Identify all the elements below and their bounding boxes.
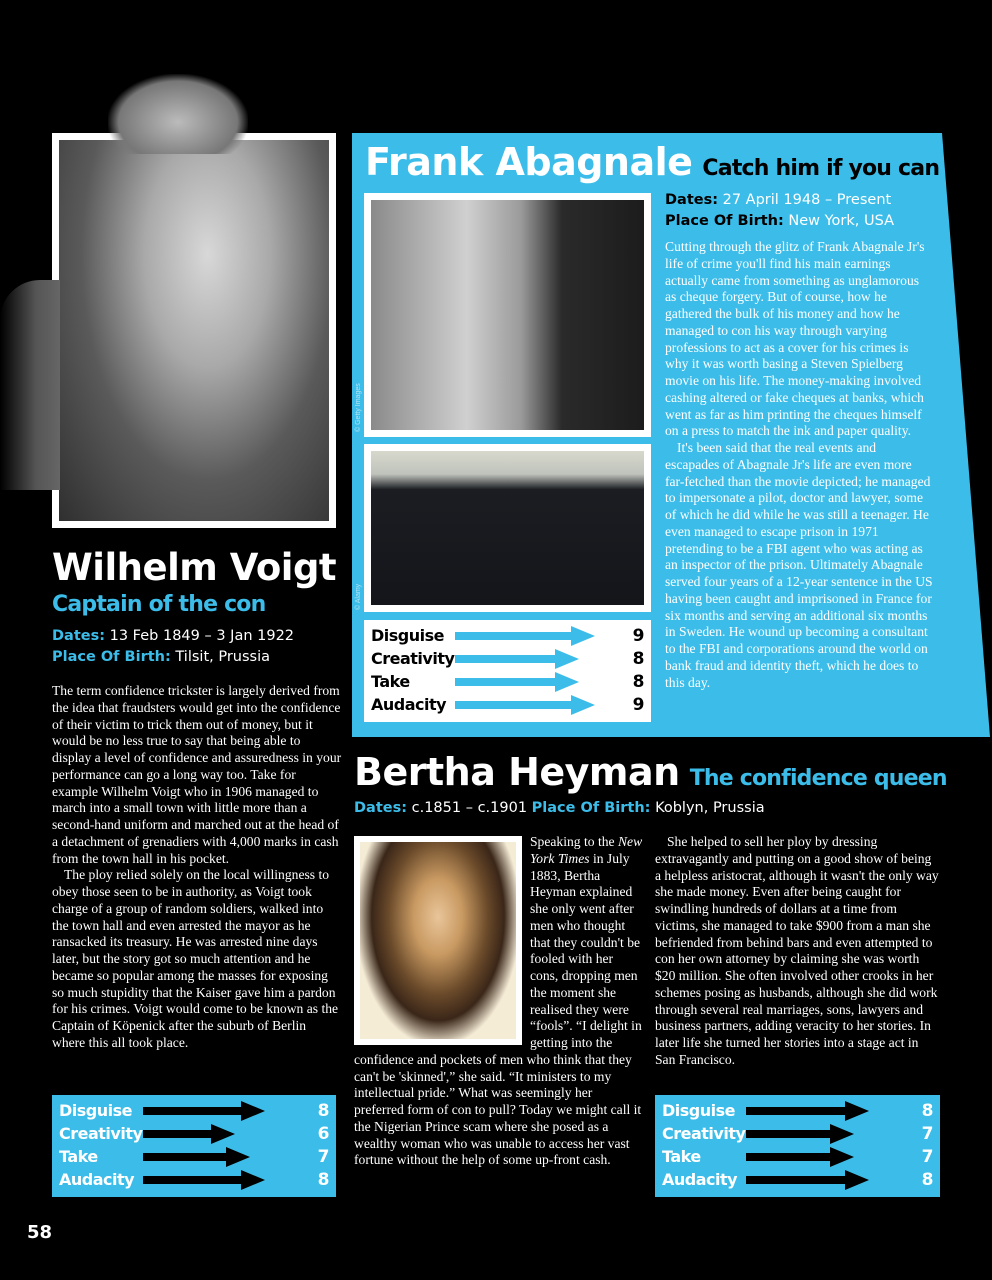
- rating-row-take: [371, 670, 644, 693]
- rating-row-disguise: [662, 1099, 933, 1122]
- rating-arrow-icon: [746, 1124, 854, 1144]
- voigt-body-cutout: [0, 280, 60, 490]
- rating-row-creativity: [371, 647, 644, 670]
- rating-label: Audacity: [59, 1170, 135, 1189]
- heyman-heading: [354, 750, 947, 794]
- rating-track: [746, 1101, 913, 1121]
- heyman-birth: Koblyn, Prussia: [655, 800, 765, 816]
- rating-value: 9: [632, 625, 644, 646]
- rating-track: [143, 1124, 309, 1144]
- rating-track: [746, 1147, 913, 1167]
- intro-text: in July 1883, Bertha Heyman explained she only went after men who thought that they couldn't be fooled with her cons, dropping men the moment she realised they were “fools”. “I delight in getting into the confidence and pockets of men who think that they can't be 'skinned',” she said. “It ministers to my intellectual pride.” What was seemingly her preferred form of con to pull? Today we might call it the Nigerian Prince scam where she posed as a wealthy woman who was unable to access her vast fortune without the help of some up-front cash.: [354, 850, 642, 1168]
- rating-value: 8: [921, 1169, 933, 1190]
- heyman-dates: c.1851 – c.1901: [411, 800, 528, 816]
- rating-arrow-icon: [143, 1170, 265, 1190]
- rating-value: 8: [317, 1100, 329, 1121]
- rating-label: Take: [59, 1147, 98, 1166]
- rating-row-disguise: [59, 1099, 329, 1122]
- rating-track: [455, 672, 624, 692]
- rating-arrow-icon: [455, 649, 579, 669]
- rating-label: Disguise: [59, 1101, 132, 1120]
- rating-track: [455, 695, 624, 715]
- voigt-photo: [59, 140, 329, 521]
- birth-label: Place Of Birth:: [665, 213, 784, 229]
- rating-arrow-icon: [455, 695, 595, 715]
- intro-text: Speaking to the: [530, 834, 618, 849]
- rating-track: [143, 1101, 309, 1121]
- paragraph: The ploy relied solely on the local willingness to obey those seen to be in authority, as Voigt took charge of a group of random soldiers, walked into the town hall and even arrested the mayor as he ransacked its treasury. He was arrested nine days later, but the story got so much attention and he became so popular among the masses for exposing so much stupidity that the Kaiser gave him a pardon for his crimes. Voigt would come to be known as the Captain of Köpenick after the suburb of Berlin where this all took place.: [52, 867, 339, 1050]
- voigt-name: Wilhelm Voigt: [52, 546, 337, 589]
- rating-arrow-icon: [455, 672, 579, 692]
- abagnale-photo-1: [371, 200, 644, 430]
- credit-alamy: © Alamy: [355, 583, 362, 610]
- rating-row-audacity: [371, 693, 644, 716]
- rating-row-creativity: [662, 1122, 933, 1145]
- rating-label: Creativity: [371, 649, 455, 668]
- rating-row-audacity: [662, 1168, 933, 1191]
- heyman-meta: [354, 798, 765, 819]
- intro-publication: New York Times: [530, 834, 643, 866]
- heyman-subtitle: The confidence queen: [689, 766, 947, 791]
- page-number: 58: [27, 1222, 53, 1243]
- rating-value: 7: [921, 1146, 933, 1167]
- credit-getty: © Getty Images: [355, 383, 362, 432]
- abagnale-ratings: [364, 620, 651, 722]
- rating-arrow-icon: [143, 1124, 235, 1144]
- rating-row-take: [662, 1145, 933, 1168]
- rating-arrow-icon: [143, 1147, 250, 1167]
- dates-label: Dates:: [665, 192, 719, 208]
- paragraph: She helped to sell her ploy by dressing extravagantly and putting on a good show of being a helpless aristocrat, although it wasn't the only way she made money. Even after being caught for swindling hundreds of dollars at a time from victims, she managed to take $900 from a man she befriended from behind bars and even attempted to con her own attorney by claiming she was worth $20 million. She often involved other crooks in her schemes posing as husbands, although she did work through several real marriages, sons, lawyers and business partners, adding veracity to her stories. In later life she turned her stories into a stage act in San Francisco.: [655, 834, 939, 1067]
- voigt-dates: 13 Feb 1849 – 3 Jan 1922: [109, 628, 295, 644]
- rating-label: Disguise: [662, 1101, 735, 1120]
- abagnale-birth: New York, USA: [788, 213, 895, 229]
- rating-label: Take: [371, 672, 410, 691]
- abagnale-heading: [365, 140, 939, 184]
- dates-label: Dates:: [52, 628, 106, 644]
- rating-value: 7: [921, 1123, 933, 1144]
- abagnale-meta: [665, 190, 894, 232]
- rating-value: 8: [317, 1169, 329, 1190]
- abagnale-dates: 27 April 1948 – Present: [722, 192, 892, 208]
- heyman-article-col-1: [354, 834, 644, 1169]
- heyman-portrait-frame: [354, 836, 522, 1045]
- paragraph: Cutting through the glitz of Frank Abagnale Jr's life of crime you'll find his main earnings actually came from something as unglamorous as cheque forgery. But of course, how he gathered the bulk of his money and how he managed to con his way through varying professions to act as a cover for his crimes is why it was worth basing a Steven Spielberg movie on his life. The money-making involved cashing altered or fake cheques at banks, which went as far as him printing the cheques himself on a press to match the ink and paper quality.: [665, 239, 925, 439]
- rating-label: Creativity: [59, 1124, 143, 1143]
- rating-label: Disguise: [371, 626, 444, 645]
- rating-label: Audacity: [662, 1170, 738, 1189]
- rating-track: [143, 1147, 309, 1167]
- abagnale-photo-2-frame: [364, 444, 651, 612]
- rating-track: [746, 1124, 913, 1144]
- rating-value: 8: [632, 671, 644, 692]
- voigt-subtitle: Captain of the con: [52, 592, 266, 617]
- rating-value: 6: [317, 1123, 329, 1144]
- rating-row-disguise: [371, 624, 644, 647]
- rating-row-creativity: [59, 1122, 329, 1145]
- paragraph: It's been said that the real events and escapades of Abagnale Jr's life are even more far-fetched than the movie depicted; he managed to impersonate a pilot, doctor and lawyer, some of which he did while he was still a teenager. He even managed to escape prison in 1971 pretending to be a FBI agent who was acting as an inspector of the prison. Ultimately Abagnale served four years of a 12-year sentence in the US having been caught and imprisoned in France for six months and serving an additional six months in Sweden. He wound up becoming a consultant to the FBI and corporations around the world on bank fraud and identity theft, which he does to this day.: [665, 440, 933, 690]
- rating-arrow-icon: [746, 1101, 869, 1121]
- abagnale-name: Frank Abagnale: [365, 140, 693, 184]
- rating-value: 7: [317, 1146, 329, 1167]
- rating-label: Creativity: [662, 1124, 746, 1143]
- rating-row-audacity: [59, 1168, 329, 1191]
- paragraph: The term confidence trickster is largely derived from the idea that fraudsters would get into the confidence of their victim to trick them out of money, but it would be no less true to say that being able to display a level of confidence and assuredness in your performance can go a long way too. Take for example Wilhelm Voigt who in 1906 managed to march into a small town with little more than a second-hand uniform and marched out at the head of a detachment of grenadiers with 4,000 marks in cash from the town hall in his pocket.: [52, 683, 342, 866]
- voigt-hat: [108, 74, 248, 154]
- voigt-article: [52, 683, 342, 1052]
- birth-label: Place Of Birth:: [531, 800, 651, 816]
- heyman-name: Bertha Heyman: [354, 750, 680, 794]
- rating-arrow-icon: [143, 1101, 265, 1121]
- rating-track: [746, 1170, 913, 1190]
- rating-label: Take: [662, 1147, 701, 1166]
- abagnale-photo-1-frame: [364, 193, 651, 437]
- rating-label: Audacity: [371, 695, 447, 714]
- rating-arrow-icon: [746, 1170, 869, 1190]
- rating-value: 8: [632, 648, 644, 669]
- birth-label: Place Of Birth:: [52, 649, 171, 665]
- rating-track: [455, 626, 624, 646]
- abagnale-article: [665, 239, 933, 691]
- voigt-photo-frame: [52, 133, 336, 528]
- abagnale-subtitle: Catch him if you can: [702, 156, 940, 181]
- voigt-birth: Tilsit, Prussia: [175, 649, 271, 665]
- voigt-ratings: [52, 1095, 336, 1197]
- rating-track: [455, 649, 624, 669]
- heyman-portrait: [360, 842, 516, 1039]
- rating-row-take: [59, 1145, 329, 1168]
- abagnale-photo-2: [371, 451, 644, 605]
- rating-value: 8: [921, 1100, 933, 1121]
- heyman-ratings: [655, 1095, 940, 1197]
- dates-label: Dates:: [354, 800, 408, 816]
- rating-arrow-icon: [746, 1147, 854, 1167]
- rating-arrow-icon: [455, 626, 595, 646]
- voigt-meta: [52, 626, 294, 668]
- heyman-article-col-2: [655, 834, 940, 1069]
- rating-value: 9: [632, 694, 644, 715]
- rating-track: [143, 1170, 309, 1190]
